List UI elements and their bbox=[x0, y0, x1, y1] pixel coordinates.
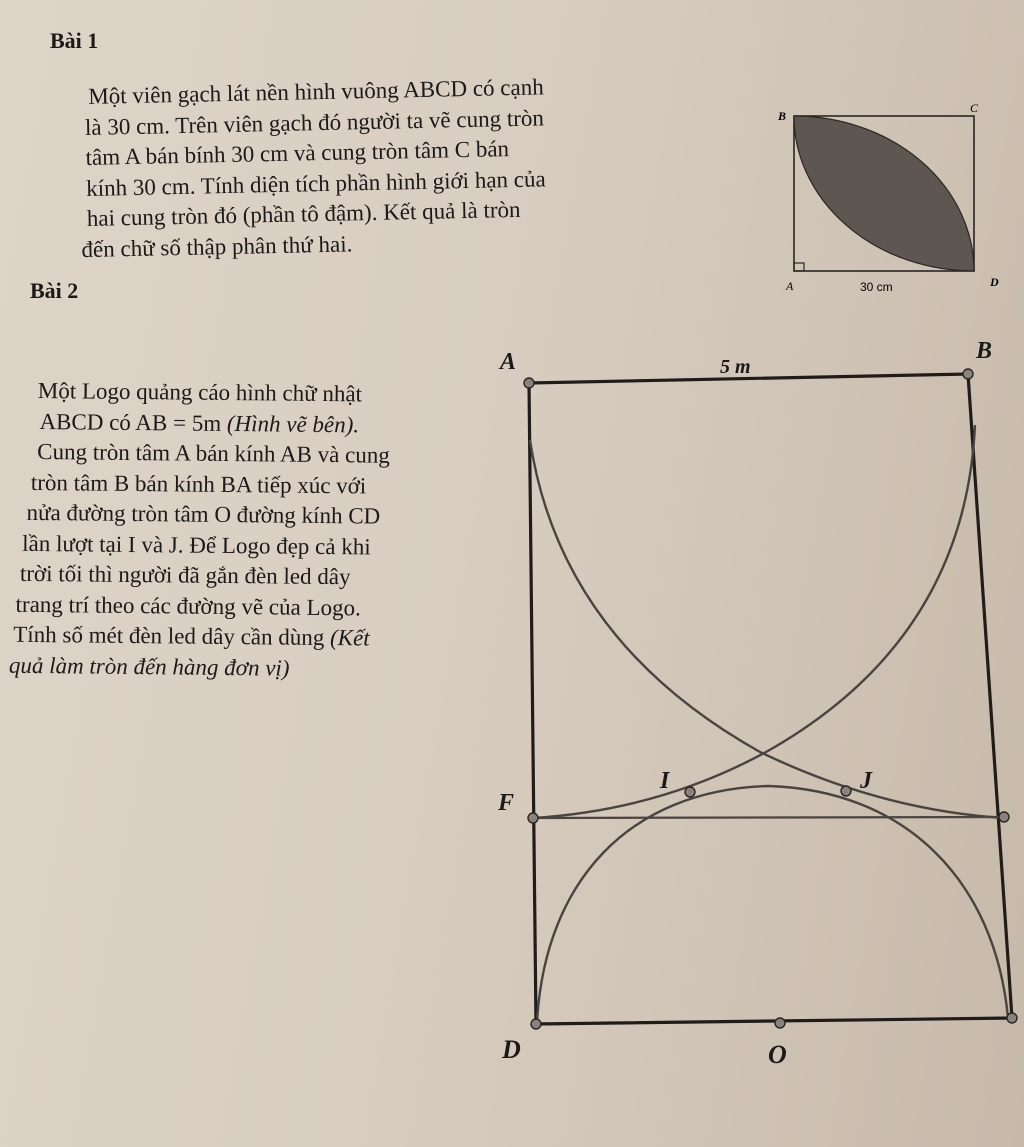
bai2-line-3: Cung tròn tâm A bán kính AB và cung bbox=[37, 438, 390, 468]
bai1-line-5: hai cung tròn đó (phần tô đậm). Kết quả là tròn bbox=[86, 196, 521, 231]
label-a: A bbox=[786, 279, 794, 293]
bai1-line-1: Một viên gạch lát nền hình vuông ABCD có cạnh bbox=[88, 74, 544, 109]
point-d bbox=[531, 1019, 541, 1029]
bai2-line-8: trang trí theo các đường vẽ của Logo. bbox=[15, 591, 361, 620]
bai2-line-1: Một Logo quảng cáo hình chữ nhật bbox=[37, 377, 363, 407]
label-a-big: A bbox=[500, 349, 517, 375]
point-o bbox=[775, 1018, 785, 1028]
bai1-line-2: là 30 cm. Trên viên gạch đó người ta vẽ cung tròn bbox=[84, 104, 545, 140]
label-d: D bbox=[990, 275, 999, 289]
label-b-big: B bbox=[976, 338, 993, 364]
bai1-line-6: đến chữ số thập phân thứ hai. bbox=[81, 230, 353, 262]
bai2-heading: Bài 2 bbox=[30, 278, 79, 303]
side-label: 30 cm bbox=[860, 280, 893, 294]
label-d-big: D bbox=[502, 1035, 521, 1064]
bai2-line-9-italic: (Kết bbox=[329, 625, 370, 651]
bai2-line-5: nửa đường tròn tâm O đường kính CD bbox=[26, 499, 381, 529]
bai2-line-4: tròn tâm B bán kính BA tiếp xúc với bbox=[30, 469, 367, 498]
point-a bbox=[524, 378, 534, 388]
label-o-big: O bbox=[768, 1040, 787, 1069]
point-e bbox=[999, 812, 1009, 822]
point-f bbox=[528, 813, 538, 823]
arc-center-a bbox=[530, 440, 1004, 818]
label-j-big: J bbox=[860, 768, 872, 794]
arc-center-b bbox=[533, 425, 975, 818]
label-f-big: F bbox=[498, 790, 515, 816]
label-b: B bbox=[778, 109, 787, 123]
bai2-line-6: lần lượt tại I và J. Để Logo đẹp cả khi bbox=[22, 530, 371, 559]
label-i-big: I bbox=[660, 768, 670, 794]
logo-rectangle bbox=[529, 374, 1012, 1024]
label-c: C bbox=[970, 101, 979, 115]
point-b bbox=[963, 369, 973, 379]
bai2-line-10: quả làm tròn đến hàng đơn vị) bbox=[8, 652, 290, 681]
line-f bbox=[533, 817, 1004, 818]
bai2-line-2-italic: (Hình vẽ bên). bbox=[226, 410, 360, 437]
point-i bbox=[685, 787, 695, 797]
bai1-line-3: tâm A bán bính 30 cm và cung tròn tâm C bán bbox=[85, 136, 510, 170]
label-5m: 5 m bbox=[720, 356, 751, 378]
bai1-line-4: kính 30 cm. Tính diện tích phần hình giới hạn của bbox=[85, 165, 546, 201]
bai1-heading: Bài 1 bbox=[50, 28, 99, 53]
bai2-line-9-text: Tính số mét đèn led dây cần dùng bbox=[13, 621, 325, 651]
point-j bbox=[841, 786, 851, 796]
point-c bbox=[1007, 1013, 1017, 1023]
semicircle-center-o bbox=[537, 786, 1008, 1022]
bai2-line-2-text: ABCD có AB = 5m bbox=[39, 408, 222, 436]
bai2-line-7: trời tối thì người đã gắn đèn led dây bbox=[19, 560, 351, 590]
